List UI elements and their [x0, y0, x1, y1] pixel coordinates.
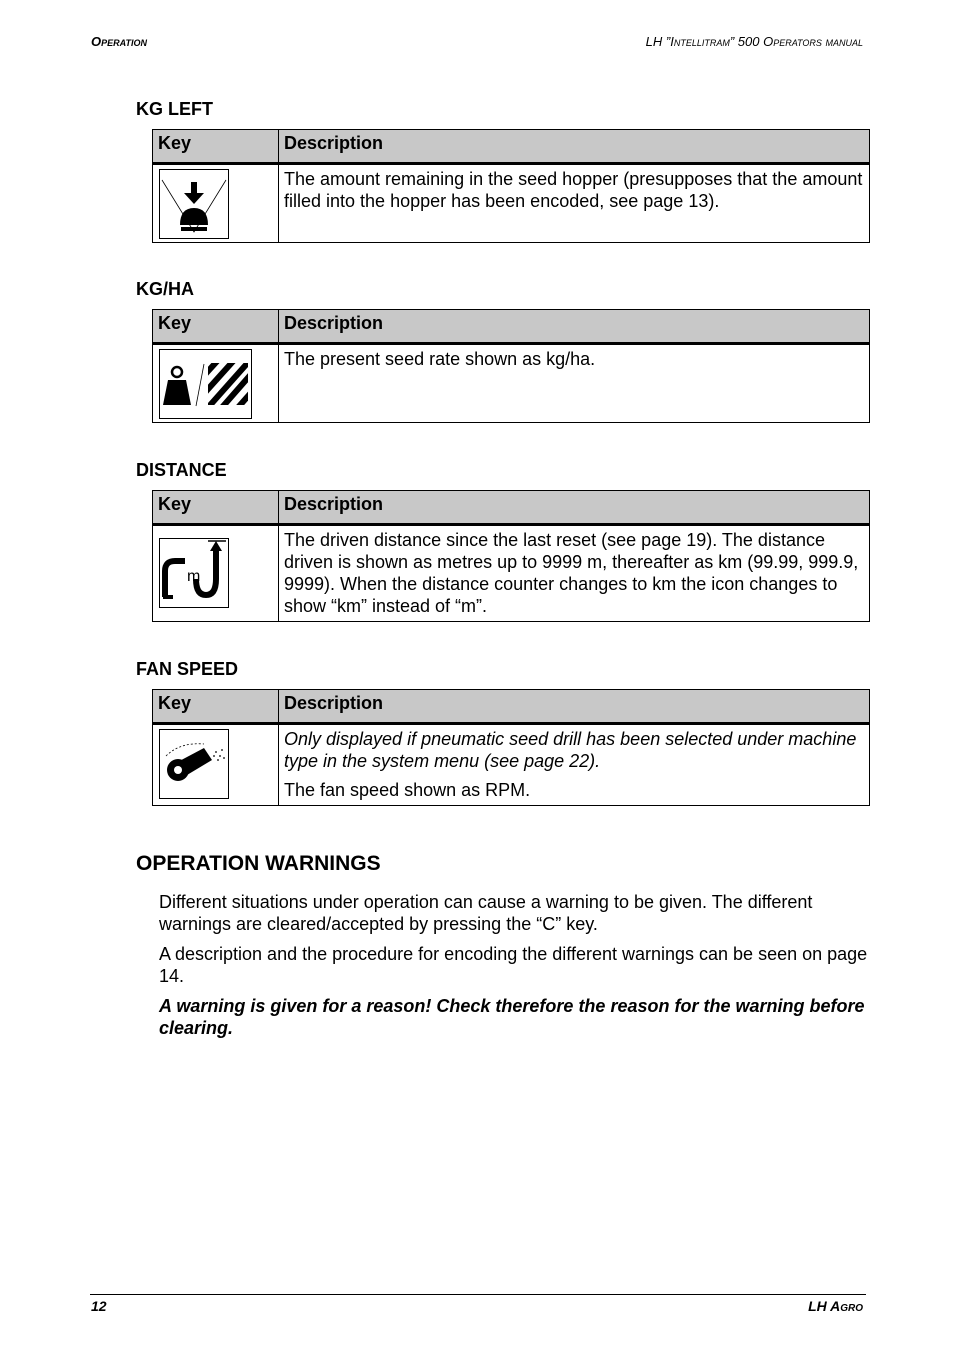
warnings-emphasis: A warning is given for a reason! Check therefore the reason for the warning before clearing. — [159, 996, 865, 1038]
key-header: Key — [153, 310, 279, 344]
description-text: The driven distance since the last reset (see page 19). The distance driven is shown as metres up to 9999 m, thereafter as km (99.99, 999.9, 9999). When the distance counter changes to km the icon changes to show “km” instead of “m”. — [284, 530, 859, 616]
hopper-icon — [159, 169, 229, 239]
section-title-fan-speed: FAN SPEED — [136, 659, 239, 679]
key-cell — [153, 344, 279, 423]
distance-meter-icon — [159, 538, 229, 608]
description-header: Description — [279, 310, 870, 344]
description-header: Description — [279, 690, 870, 724]
warnings-paragraph-2: A description and the procedure for encoding the different warnings can be seen on page 14. — [159, 944, 868, 986]
key-cell — [153, 525, 279, 622]
description-header: Description — [279, 130, 870, 164]
description-note: Only displayed if pneumatic seed drill has been selected under machine type in the system menu (see page 22). — [284, 729, 857, 771]
description-text: The fan speed shown as RPM. — [284, 780, 531, 800]
description-cell — [279, 525, 870, 622]
footer-brand: LH Agro — [808, 1298, 863, 1314]
kg-ha-table — [152, 309, 870, 423]
description-cell — [279, 724, 870, 806]
description-cell — [279, 164, 870, 243]
key-header: Key — [153, 690, 279, 724]
section-title-kg-left: KG LEFT — [136, 99, 213, 119]
description-cell — [279, 344, 870, 423]
fan-icon — [159, 729, 229, 799]
description-text: The amount remaining in the seed hopper (presupposes that the amount filled into the hopper has been encoded, see page 13). — [284, 169, 863, 211]
description-text: The present seed rate shown as kg/ha. — [284, 349, 596, 369]
operation-warnings-title: OPERATION WARNINGS — [136, 852, 381, 875]
page-number: 12 — [91, 1298, 107, 1314]
key-header: Key — [153, 130, 279, 164]
kg-left-table — [152, 129, 870, 243]
description-header: Description — [279, 491, 870, 525]
distance-unit-label: m — [187, 568, 201, 585]
section-title-distance: DISTANCE — [136, 460, 227, 480]
weight-per-area-icon — [159, 349, 252, 419]
key-cell — [153, 164, 279, 243]
header-manual-title: LH ”Intellitram” 500 Operators manual — [645, 34, 863, 49]
distance-table — [152, 490, 870, 622]
key-header: Key — [153, 491, 279, 525]
section-title-kg-ha: KG/HA — [136, 279, 194, 299]
fan-speed-table — [152, 689, 870, 806]
header-section-title: Operation — [91, 34, 147, 49]
warnings-paragraph-1: Different situations under operation can cause a warning to be given. The different warnings are cleared/accepted by pressing the “C” key. — [159, 892, 813, 934]
key-cell — [153, 724, 279, 806]
footer-divider — [90, 1294, 866, 1295]
